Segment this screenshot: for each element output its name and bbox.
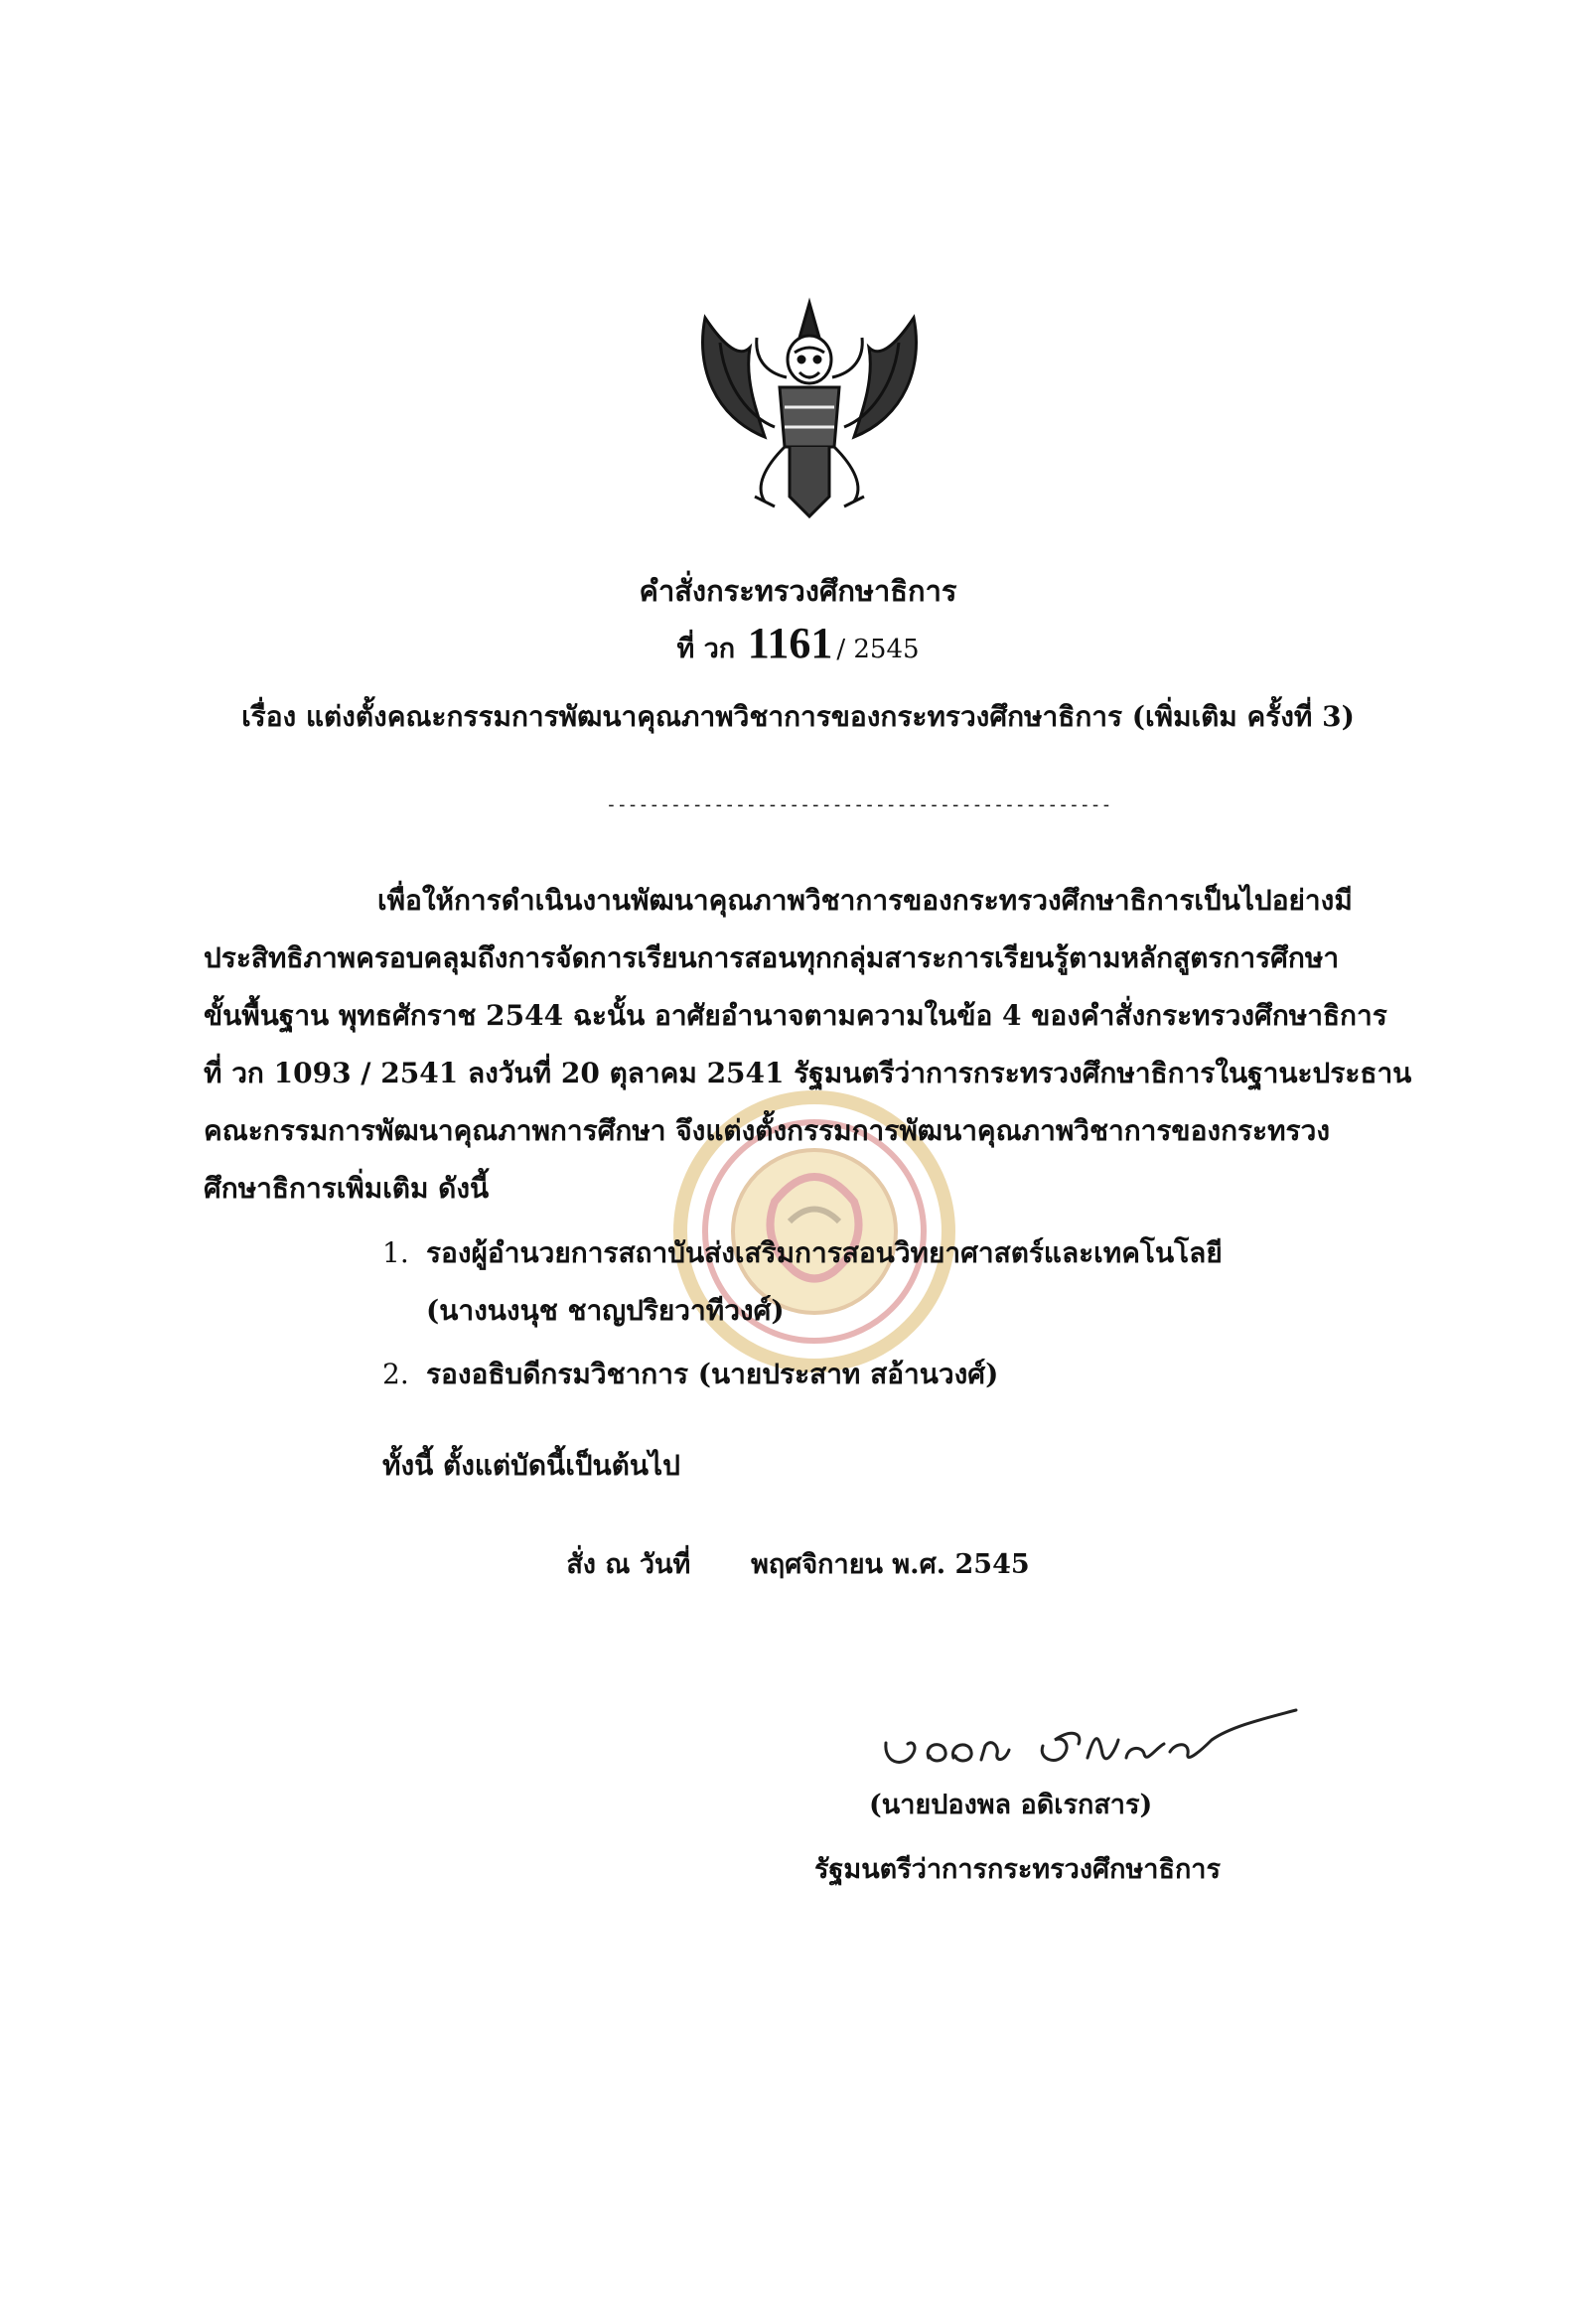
signer-name: (นายปองพล อดิเรกสาร) [869,1790,1153,1820]
order-number-prefix: ที่ วก [676,634,736,664]
order-number-line [0,618,1596,669]
list-item [382,1231,1223,1275]
list-item-text: รองอธิบดีกรมวิชาการ (นายประสาท สอ้านวงศ์) [426,1358,999,1390]
list-item-number: 1. [382,1236,409,1269]
document-title: คำสั่งกระทรวงศึกษาธิการ [639,574,957,608]
list-item [382,1353,998,1396]
list-item-number: 2. [382,1358,409,1390]
handwritten-signature-icon [874,1688,1301,1788]
order-number: 1161 [747,619,833,667]
order-date-month-year: พฤศจิกายน พ.ศ. 2545 [751,1549,1030,1580]
divider: ----------------------------------------------- [606,794,1112,815]
list-item-continuation: (นางนงนุช ชาญปริยวาทีวงศ์) [426,1294,785,1327]
list-item-text: รองผู้อำนวยการสถาบันส่งเสริมการสอนวิทยาศาสตร์และเทคโนโลยี [426,1236,1223,1269]
document-subject: เรื่อง แต่งตั้งคณะกรรมการพัฒนาคุณภาพวิชาการของกระทรวงศึกษาธิการ (เพิ่มเติม ครั้งที่ 3) [241,700,1355,733]
closing-statement: ทั้งนี้ ตั้งแต่บัดนี้เป็นต้นไป [382,1449,680,1482]
garuda-emblem-icon [695,298,924,526]
paragraph-line: ศึกษาธิการเพิ่มเติม ดังนี้ [204,1172,490,1205]
order-date-prefix: สั่ง ณ วันที่ [566,1549,691,1580]
paragraph-line: ประสิทธิภาพครอบคลุมถึงการจัดการเรียนการสอนทุกกลุ่มสาระการเรียนรู้ตามหลักสูตรการศึกษา [204,941,1340,974]
paragraph-line: ขั้นพื้นฐาน พุทธศักราช 2544 ฉะนั้น อาศัยอำนาจตามความในข้อ 4 ของคำสั่งกระทรวงศึกษาธิการ [204,999,1387,1032]
paragraph-line: เพื่อให้การดำเนินงานพัฒนาคุณภาพวิชาการของกระทรวงศึกษาธิการเป็นไปอย่างมี [377,884,1353,917]
paragraph-line: คณะกรรมการพัฒนาคุณภาพการศึกษา จึงแต่งตั้งกรรมการพัฒนาคุณภาพวิชาการของกระทรวง [204,1114,1330,1147]
order-number-year: / 2545 [836,635,920,664]
signer-position: รัฐมนตรีว่าการกระทรวงศึกษาธิการ [814,1854,1221,1885]
order-date [0,1542,1596,1585]
paragraph-line: ที่ วก 1093 / 2541 ลงวันที่ 20 ตุลาคม 2541 รัฐมนตรีว่าการกระทรวงศึกษาธิการในฐานะประธาน [204,1057,1412,1089]
